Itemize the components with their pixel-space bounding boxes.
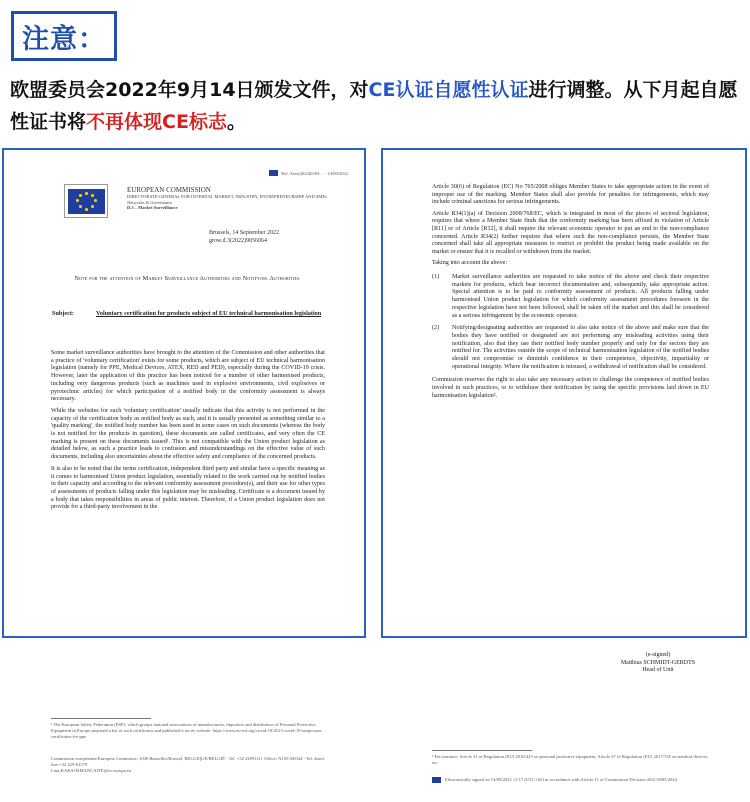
subject-text: Voluntary certification for products subject of EU technical harmonisation legislation — [96, 310, 322, 317]
headline-highlight-red: 不再体现CE标志 — [86, 111, 227, 133]
footnote: ¹ The European Safety Federation (ESF), which groups national associations of manufacturers, importers and distributors of Personal Protective Equipment in Europe prepared a list of such certificates and published it on its website: https://www.eu-esf.org/covid-19/4513-covid-19-suspicious-certificates-for-ppe — [51, 722, 323, 739]
list-item-text: Market surveillance authorities are requested to take notice of the above and check their respective markets for products, which bear incorrect documentation and, subsequently, take appropriate action. Special attention is to be paid to conformity assessment of products. All products falling under harmonised Union product legislation for which conformity assessment procedures foreseen in the respective legislation have not been followed, shall be taken off the market and this shall be considered as a serious infringement by the economic operator. — [452, 274, 709, 319]
document-page-1 — [2, 148, 366, 773]
headline-highlight-blue: CE认证自愿性认证 — [368, 79, 529, 101]
headline-part3: 。 — [226, 111, 246, 133]
list-item-number: (2) — [432, 325, 440, 332]
paragraph: Article 30(6) of Regulation (EC) No 765/2008 obliges Member States to take appropriate action in the event of improper use of the marking. Member States shall also provide for penalties for infringements, which may include criminal sanctions for serious infringements. — [432, 184, 709, 206]
reference-line: grow.d.3(2022)9056064 — [209, 237, 267, 244]
esign-text: Electronically signed on 14/09/2022 11:17 (UTC+02) in accordance with Article 11 of Commission Decision 2021/3005/2024 — [445, 777, 677, 782]
closing-paragraph: Commission reserves the right to also take any necessary action to challenge the competence of notified bodies involved in such practices, or to withdraw their notification by using the specific provisions laid down in EU harmonisation legislation². — [432, 377, 709, 399]
paragraph: Article R34(1)(a) of Decision 2008/768/EC, which is integrated in most of the pieces of sectoral legislation, requires that where a Member State finds that the conformity marking has been affixed in violation of Article [R11] or of Article [R12], it shall require the relevant economic operator to put an end to the non-compliance concerned. Article R34(2) further requires that where such the non-compliance persists, the Member State concerned shall take all appropriate measures to restrict or prohibit the product being made available on the market or ensure that it is recalled or withdrawn from the market. — [432, 210, 709, 256]
org-directorate: DIRECTORATE-GENERAL FOR INTERNAL MARKET, INDUSTRY, ENTREPRENEURSHIP AND SMEs — [127, 194, 327, 199]
paragraph: Taking into account the above: — [432, 260, 508, 267]
signature-block — [598, 652, 718, 675]
notice-label: 注意： — [22, 23, 106, 55]
headline-part1: 欧盟委员会2022年9月14日颁发文件，对 — [10, 79, 369, 101]
org-unit: D.3 – Market Surveillance — [127, 205, 178, 211]
footnote-divider — [51, 718, 151, 719]
esign-footer — [432, 777, 712, 783]
list-item — [432, 325, 709, 371]
signatory-title: Head of Unit — [642, 667, 674, 674]
org-name: EUROPEAN COMMISSION — [127, 186, 211, 194]
footnote-divider — [432, 750, 532, 751]
organisation-header — [127, 186, 342, 211]
list-item-number: (1) — [432, 274, 440, 281]
document-page-2 — [381, 148, 747, 782]
body-text — [51, 350, 325, 516]
paragraph: Some market surveillance authorities have brought to the attention of the Commission and other authorities that a practice of 'voluntary certification' exists for some products, which are subject of EU technical harmonisation legislation (namely for PPE, Medical Devices, ATEX, RED and PED), especially during the COVID-19 crisis. However, later the application of this practice has been noticed for a number of other harmonised products, including very dangerous products (such as machines used in explosive environments, civil explosives or pyrotechnic articles) for which participation of a notified body in the conformity assessment is always necessary. — [51, 350, 325, 403]
document-date — [209, 230, 279, 245]
headline-part2: 进行调整。从下月起自愿性证书将 — [10, 79, 738, 133]
list-item-text: Notifying/designating authorities are requested to also take notice of the above and make sure that the bodies they have notified or designated are not performing any misleading activities using their notification, also that they use their notified body number properly and only for the sectors they are notified for. The activities outside the scope of technical harmonisation legislation of the notified bodies should not compromise or diminish confidence in their competence, objectivity, impartiality or operational integrity. Where the notification is misused, a withdrawal of notification shall be considered. — [452, 325, 709, 370]
subject-label: Subject: — [52, 310, 74, 317]
address — [51, 756, 325, 774]
signatory-name: Matthias SCHMIDT-GERDTS — [620, 659, 696, 666]
footnote: ² For instance, Article 31 of Regulation (EU) 2016/425 on personal protective equipment, Article 47 of Regulation (EU) 2017/745 on medical devices, etc. — [432, 754, 709, 765]
list-item — [432, 274, 709, 320]
eu-flag-icon — [68, 189, 105, 214]
note-title: Note for the attention of Market Surveillance Authorities and Notifying Authorities — [74, 275, 300, 282]
address-text: Commission européenne/Europese Commissie, 1049 Bruxelles/Brussel, BELGIQUE/BELGIË - Tel. +32 22991111 Office: N105 04/044 - Tel. direct line +32 229-81579 — [51, 756, 325, 767]
document-reference — [269, 170, 348, 176]
contact-email: Lina.KARAOSMANCAITE@ec.europa.eu — [51, 768, 132, 773]
paragraph: While the websites for such 'voluntary certification' usually indicate that this activity is not performed in the capacity of the certification body as notified body as such, and it is usually presented as something similar to a 'quality marking', the notified body number has been used in some cases on such documents (whereas the body is not notified for the products in question), these documents are called certificates, and very often the CE marking is present on these documents issued¹. This is not compatible with the Union product legislation as detailed below, as such a practice leads to confusion and misunderstandings on the effective value of such documents, including also uncertainties about the effective safety and compliance of the concerned products. — [51, 407, 325, 461]
document-reference-text: Ref. Ares(2022)6394… - 14/09/2022 — [281, 170, 348, 176]
eu-flag-icon — [432, 777, 441, 783]
eu-flag-icon — [269, 170, 278, 176]
european-commission-logo — [52, 184, 122, 222]
paragraph: It is also to be noted that the terms certification, independent third party and similar have a specific meaning as it comes to harmonised Union product legislation, essentially related to the work carried out by notified bodies in their capacity and according to the relevant conformity assessment procedure(s), and their use for other types of assessments of products falling under this legislation may be misleading. Certificate is a document issued by a body that takes responsibilities in areas of public interest. Therefore, if a Union product legislation does not provide for a third-party involvement in the — [51, 465, 325, 511]
subject-line — [52, 310, 322, 318]
org-directorate-sub: Networks & Governance — [127, 199, 172, 205]
signature-note: (e-signed) — [645, 652, 671, 658]
date-line: Brussels, 14 September 2022 — [209, 230, 279, 236]
body-text — [432, 184, 709, 404]
